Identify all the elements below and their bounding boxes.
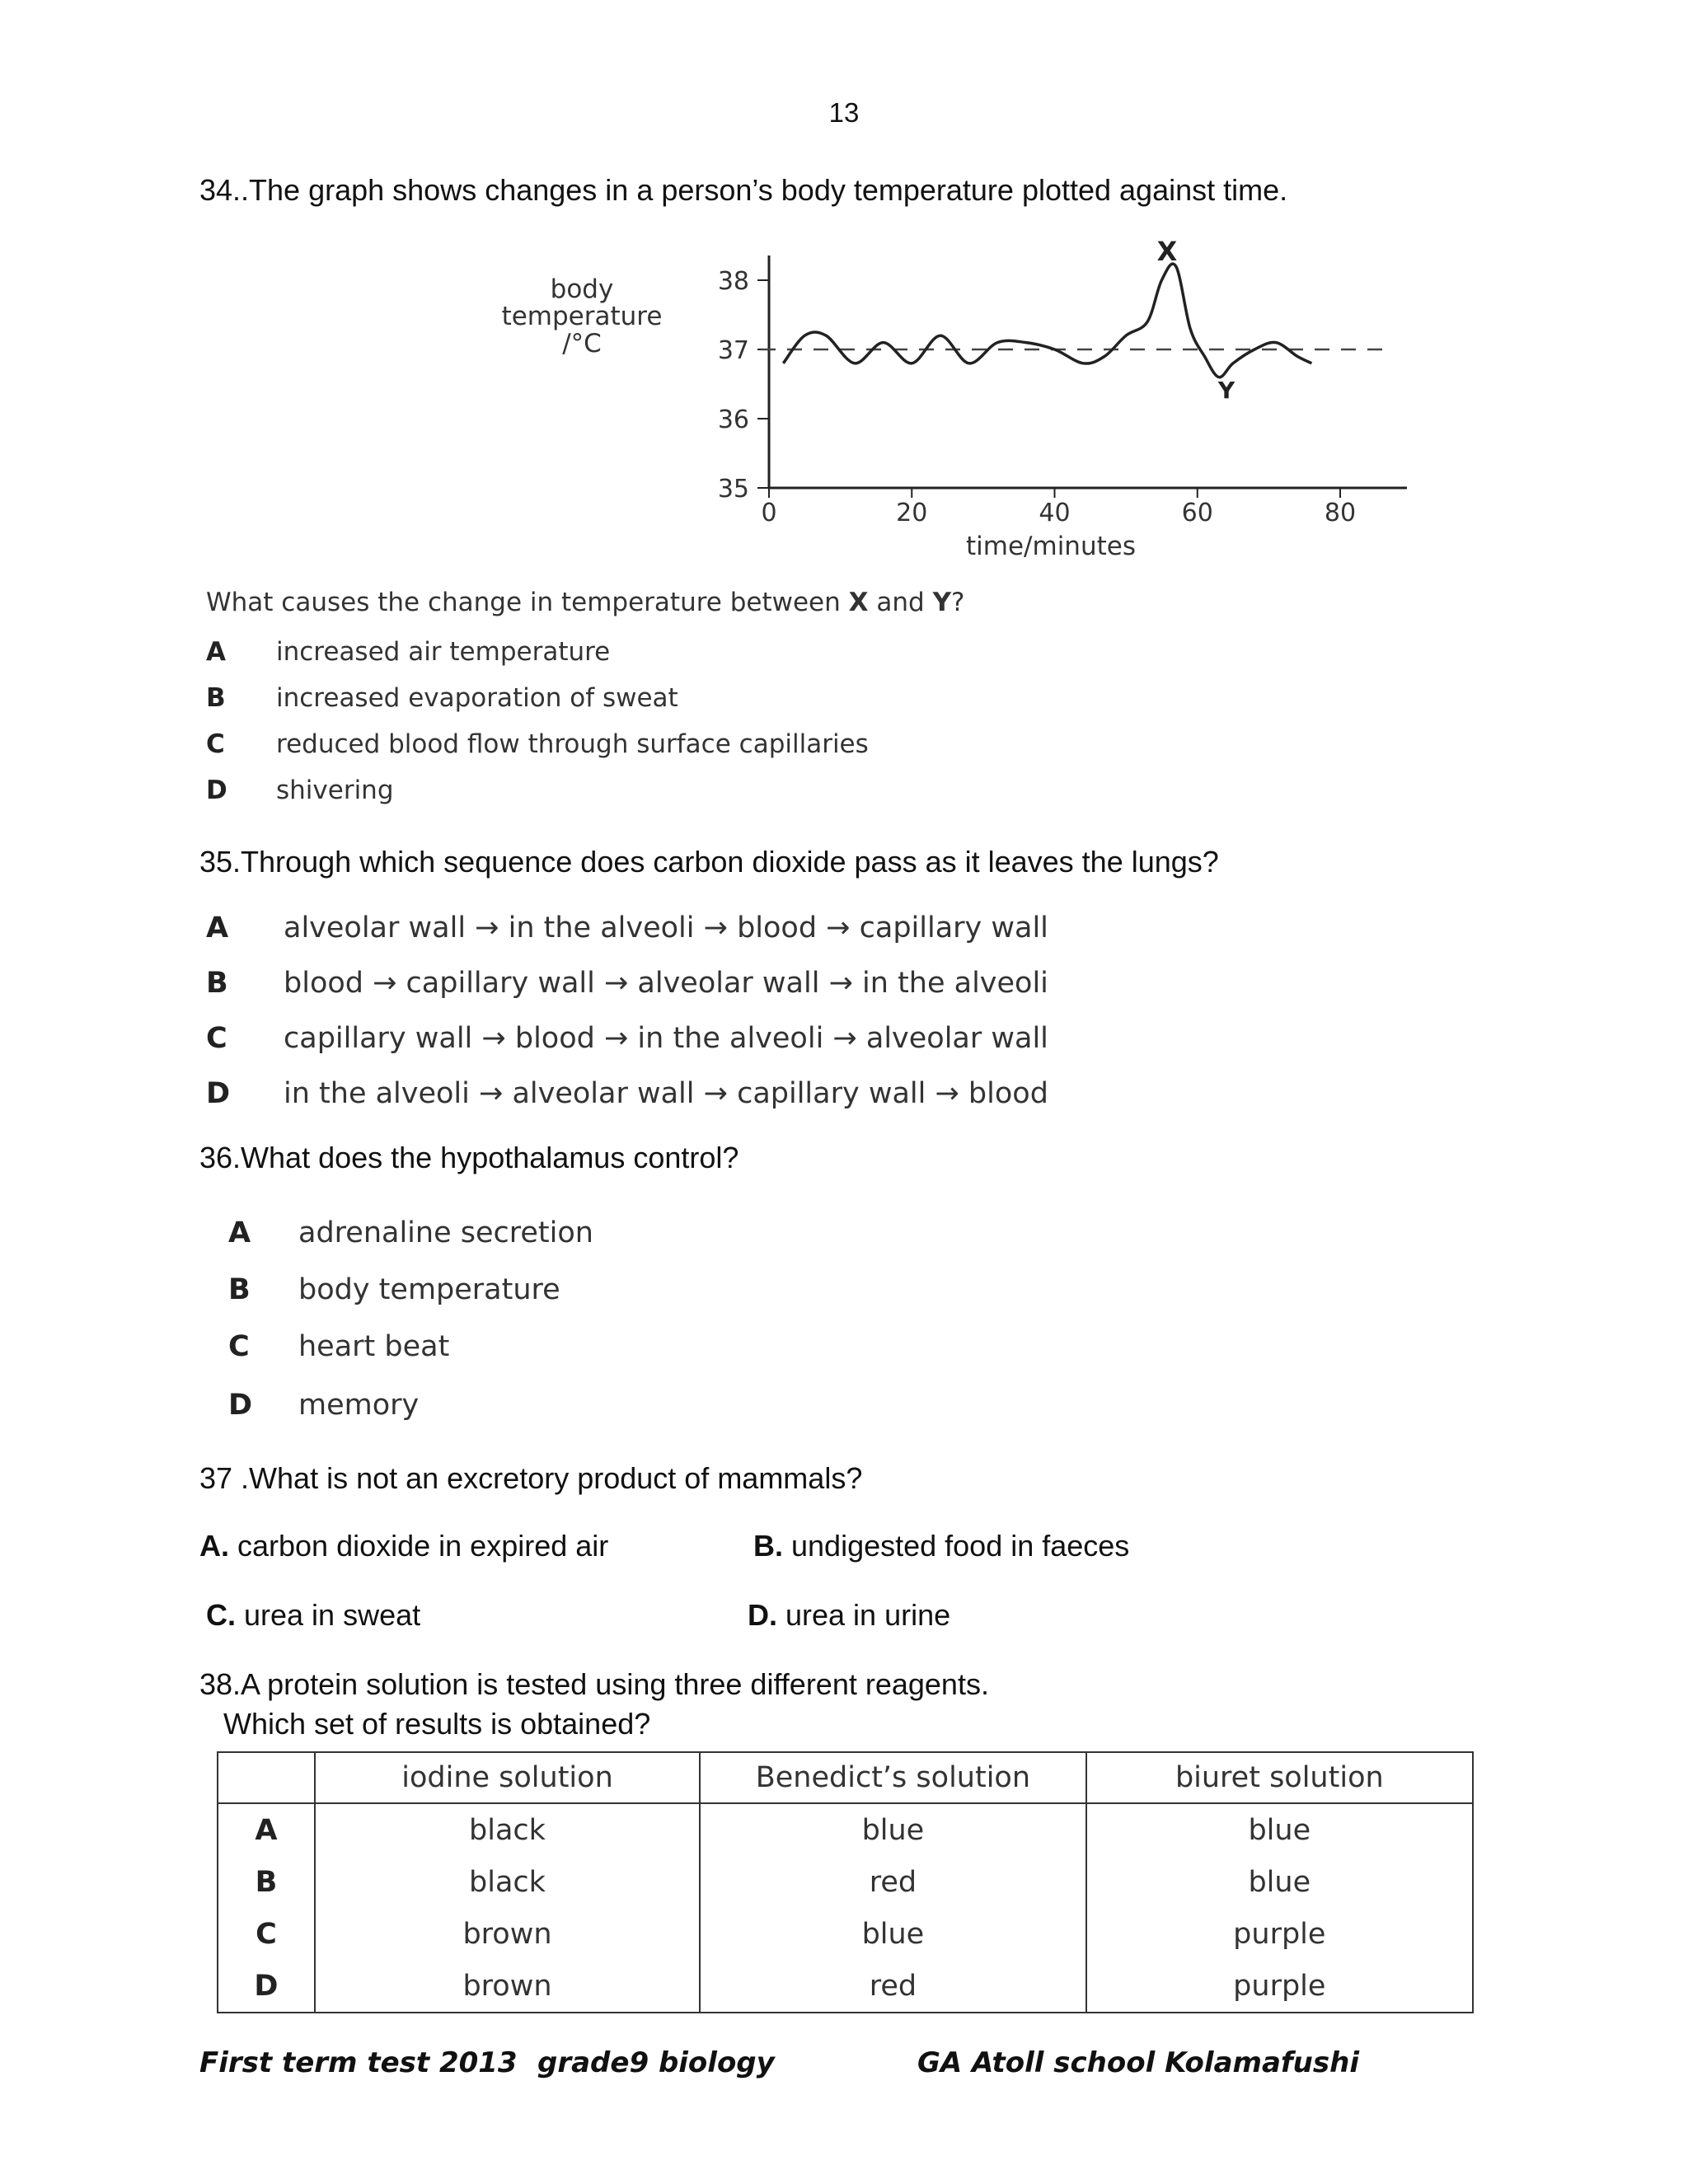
q34-option-c[interactable] xyxy=(206,729,869,759)
option-letter: C xyxy=(228,1330,250,1363)
table-cell: black xyxy=(315,1803,700,1856)
option-letter: C. xyxy=(206,1598,236,1632)
option-text: undigested food in faeces xyxy=(783,1529,1130,1563)
option-text: adrenaline secretion xyxy=(298,1216,593,1249)
q34-prompt-and: and xyxy=(868,588,933,617)
x-tick-label: 20 xyxy=(896,499,928,527)
graph-ylabel-line2: temperature xyxy=(501,302,663,331)
option-text: in the alveoli → alveolar wall → capillary wall → blood xyxy=(284,1077,1048,1110)
graph-marker-y: Y xyxy=(1217,377,1236,404)
temperature-curve xyxy=(783,264,1311,377)
option-letter: D xyxy=(206,1077,231,1110)
option-letter: A xyxy=(228,1216,251,1249)
option-text: carbon dioxide in expired air xyxy=(229,1529,609,1563)
q35-option-d[interactable] xyxy=(206,1077,1048,1110)
q34-prompt-post: ? xyxy=(951,588,965,617)
option-letter: B xyxy=(206,683,226,713)
q35-option-a[interactable] xyxy=(206,912,1048,944)
graph-marker-x: X xyxy=(1156,236,1178,267)
x-tick-label: 80 xyxy=(1324,499,1357,527)
q34-option-b[interactable] xyxy=(206,683,678,713)
option-letter: A xyxy=(206,912,229,944)
row-label: B xyxy=(218,1856,315,1908)
table-cell: brown xyxy=(315,1908,700,1960)
graph-ylabel-line3: /°C xyxy=(562,329,602,359)
q36-option-c[interactable] xyxy=(228,1330,450,1363)
option-letter: B. xyxy=(753,1529,783,1563)
table-header-cell: Benedict’s solution xyxy=(700,1752,1085,1803)
row-label: D xyxy=(218,1960,315,2013)
q34-prompt-pre: What causes the change in temperature between xyxy=(206,588,849,617)
table-header-cell xyxy=(218,1752,315,1803)
table-cell: blue xyxy=(700,1803,1085,1856)
table-row[interactable] xyxy=(218,1803,1473,1856)
option-letter: A xyxy=(206,637,226,667)
footer-middle: grade9 biology xyxy=(537,2046,775,2079)
q34-prompt-y: Y xyxy=(932,588,952,617)
graph-ylabel-line1: body xyxy=(550,274,614,304)
table-header-row xyxy=(218,1752,1473,1803)
table-cell: red xyxy=(700,1960,1085,2013)
q37-option-d[interactable] xyxy=(748,1598,950,1633)
option-text: body temperature xyxy=(298,1273,560,1306)
graph-axes xyxy=(757,255,1407,498)
q36-option-b[interactable] xyxy=(228,1273,560,1306)
option-text: heart beat xyxy=(298,1330,450,1363)
x-tick-label: 40 xyxy=(1039,499,1071,527)
x-tick-label: 60 xyxy=(1181,499,1213,527)
q36-question: 36.What does the hypothalamus control? xyxy=(199,1141,739,1174)
row-label: A xyxy=(218,1803,315,1856)
q38-question-line2: Which set of results is obtained? xyxy=(223,1707,651,1741)
option-letter: C xyxy=(206,1022,227,1055)
option-text: alveolar wall → in the alveoli → blood → capillary wall xyxy=(284,912,1048,944)
option-text: capillary wall → blood → in the alveoli → alveolar wall xyxy=(284,1022,1048,1055)
q36-option-d[interactable] xyxy=(228,1389,420,1422)
table-cell: red xyxy=(700,1856,1085,1908)
option-text: blood → capillary wall → alveolar wall → in the alveoli xyxy=(284,967,1048,1000)
y-tick-label: 37 xyxy=(717,336,749,365)
table-cell: blue xyxy=(1086,1803,1473,1856)
option-text: shivering xyxy=(276,776,394,805)
y-tick-label: 35 xyxy=(717,475,749,504)
table-cell: blue xyxy=(1086,1856,1473,1908)
option-text: urea in urine xyxy=(777,1598,951,1632)
y-tick-label: 38 xyxy=(717,267,749,296)
table-cell: purple xyxy=(1086,1908,1473,1960)
table-row[interactable] xyxy=(218,1908,1473,1960)
q37-question: 37 .What is not an excretory product of mammals? xyxy=(199,1461,863,1495)
y-tick-label: 36 xyxy=(717,405,749,434)
q37-option-b[interactable] xyxy=(753,1529,1129,1563)
graph-xlabel: time/minutes xyxy=(966,532,1136,561)
table-row[interactable] xyxy=(218,1960,1473,2013)
q38-results-table xyxy=(217,1751,1474,2013)
table-cell: black xyxy=(315,1856,700,1908)
option-letter: C xyxy=(206,729,225,759)
q34-prompt xyxy=(206,588,964,617)
row-label: C xyxy=(218,1908,315,1960)
q35-option-c[interactable] xyxy=(206,1022,1048,1055)
table-header-cell: iodine solution xyxy=(315,1752,700,1803)
q34-question: 34..The graph shows changes in a person’s body temperature plotted against time. xyxy=(199,173,1288,207)
option-text: increased evaporation of sweat xyxy=(276,683,678,713)
option-letter: B xyxy=(206,967,228,1000)
q38-question-line1: 38.A protein solution is tested using three different reagents. xyxy=(199,1667,989,1701)
q37-option-c[interactable] xyxy=(206,1598,420,1633)
q34-temperature-graph xyxy=(462,231,1418,577)
option-letter: D. xyxy=(748,1598,777,1632)
option-text: memory xyxy=(298,1389,420,1422)
page-number: 13 xyxy=(828,97,860,128)
table-row[interactable] xyxy=(218,1856,1473,1908)
table-cell: brown xyxy=(315,1960,700,2013)
option-text: increased air temperature xyxy=(276,637,611,667)
option-letter: D xyxy=(206,776,227,805)
table-header-cell: biuret solution xyxy=(1086,1752,1473,1803)
option-letter: D xyxy=(228,1389,253,1422)
footer-right: GA Atoll school Kolamafushi xyxy=(917,2046,1359,2079)
footer-left: First term test 2013 xyxy=(199,2046,518,2079)
option-letter: A. xyxy=(199,1529,229,1563)
q37-option-a[interactable] xyxy=(199,1529,608,1563)
q34-option-a[interactable] xyxy=(206,637,611,667)
option-text: reduced blood flow through surface capillaries xyxy=(276,729,869,759)
q34-option-d[interactable] xyxy=(206,776,394,805)
q35-question: 35.Through which sequence does carbon dioxide pass as it leaves the lungs? xyxy=(199,845,1219,879)
table-cell: blue xyxy=(700,1908,1085,1960)
option-text: urea in sweat xyxy=(236,1598,421,1632)
q36-option-a[interactable] xyxy=(228,1216,593,1249)
graph-series xyxy=(783,264,1311,377)
table-cell: purple xyxy=(1086,1960,1473,2013)
q35-option-b[interactable] xyxy=(206,967,1048,1000)
option-letter: B xyxy=(228,1273,251,1306)
x-tick-label: 0 xyxy=(761,499,777,527)
q34-prompt-x: X xyxy=(848,588,869,617)
